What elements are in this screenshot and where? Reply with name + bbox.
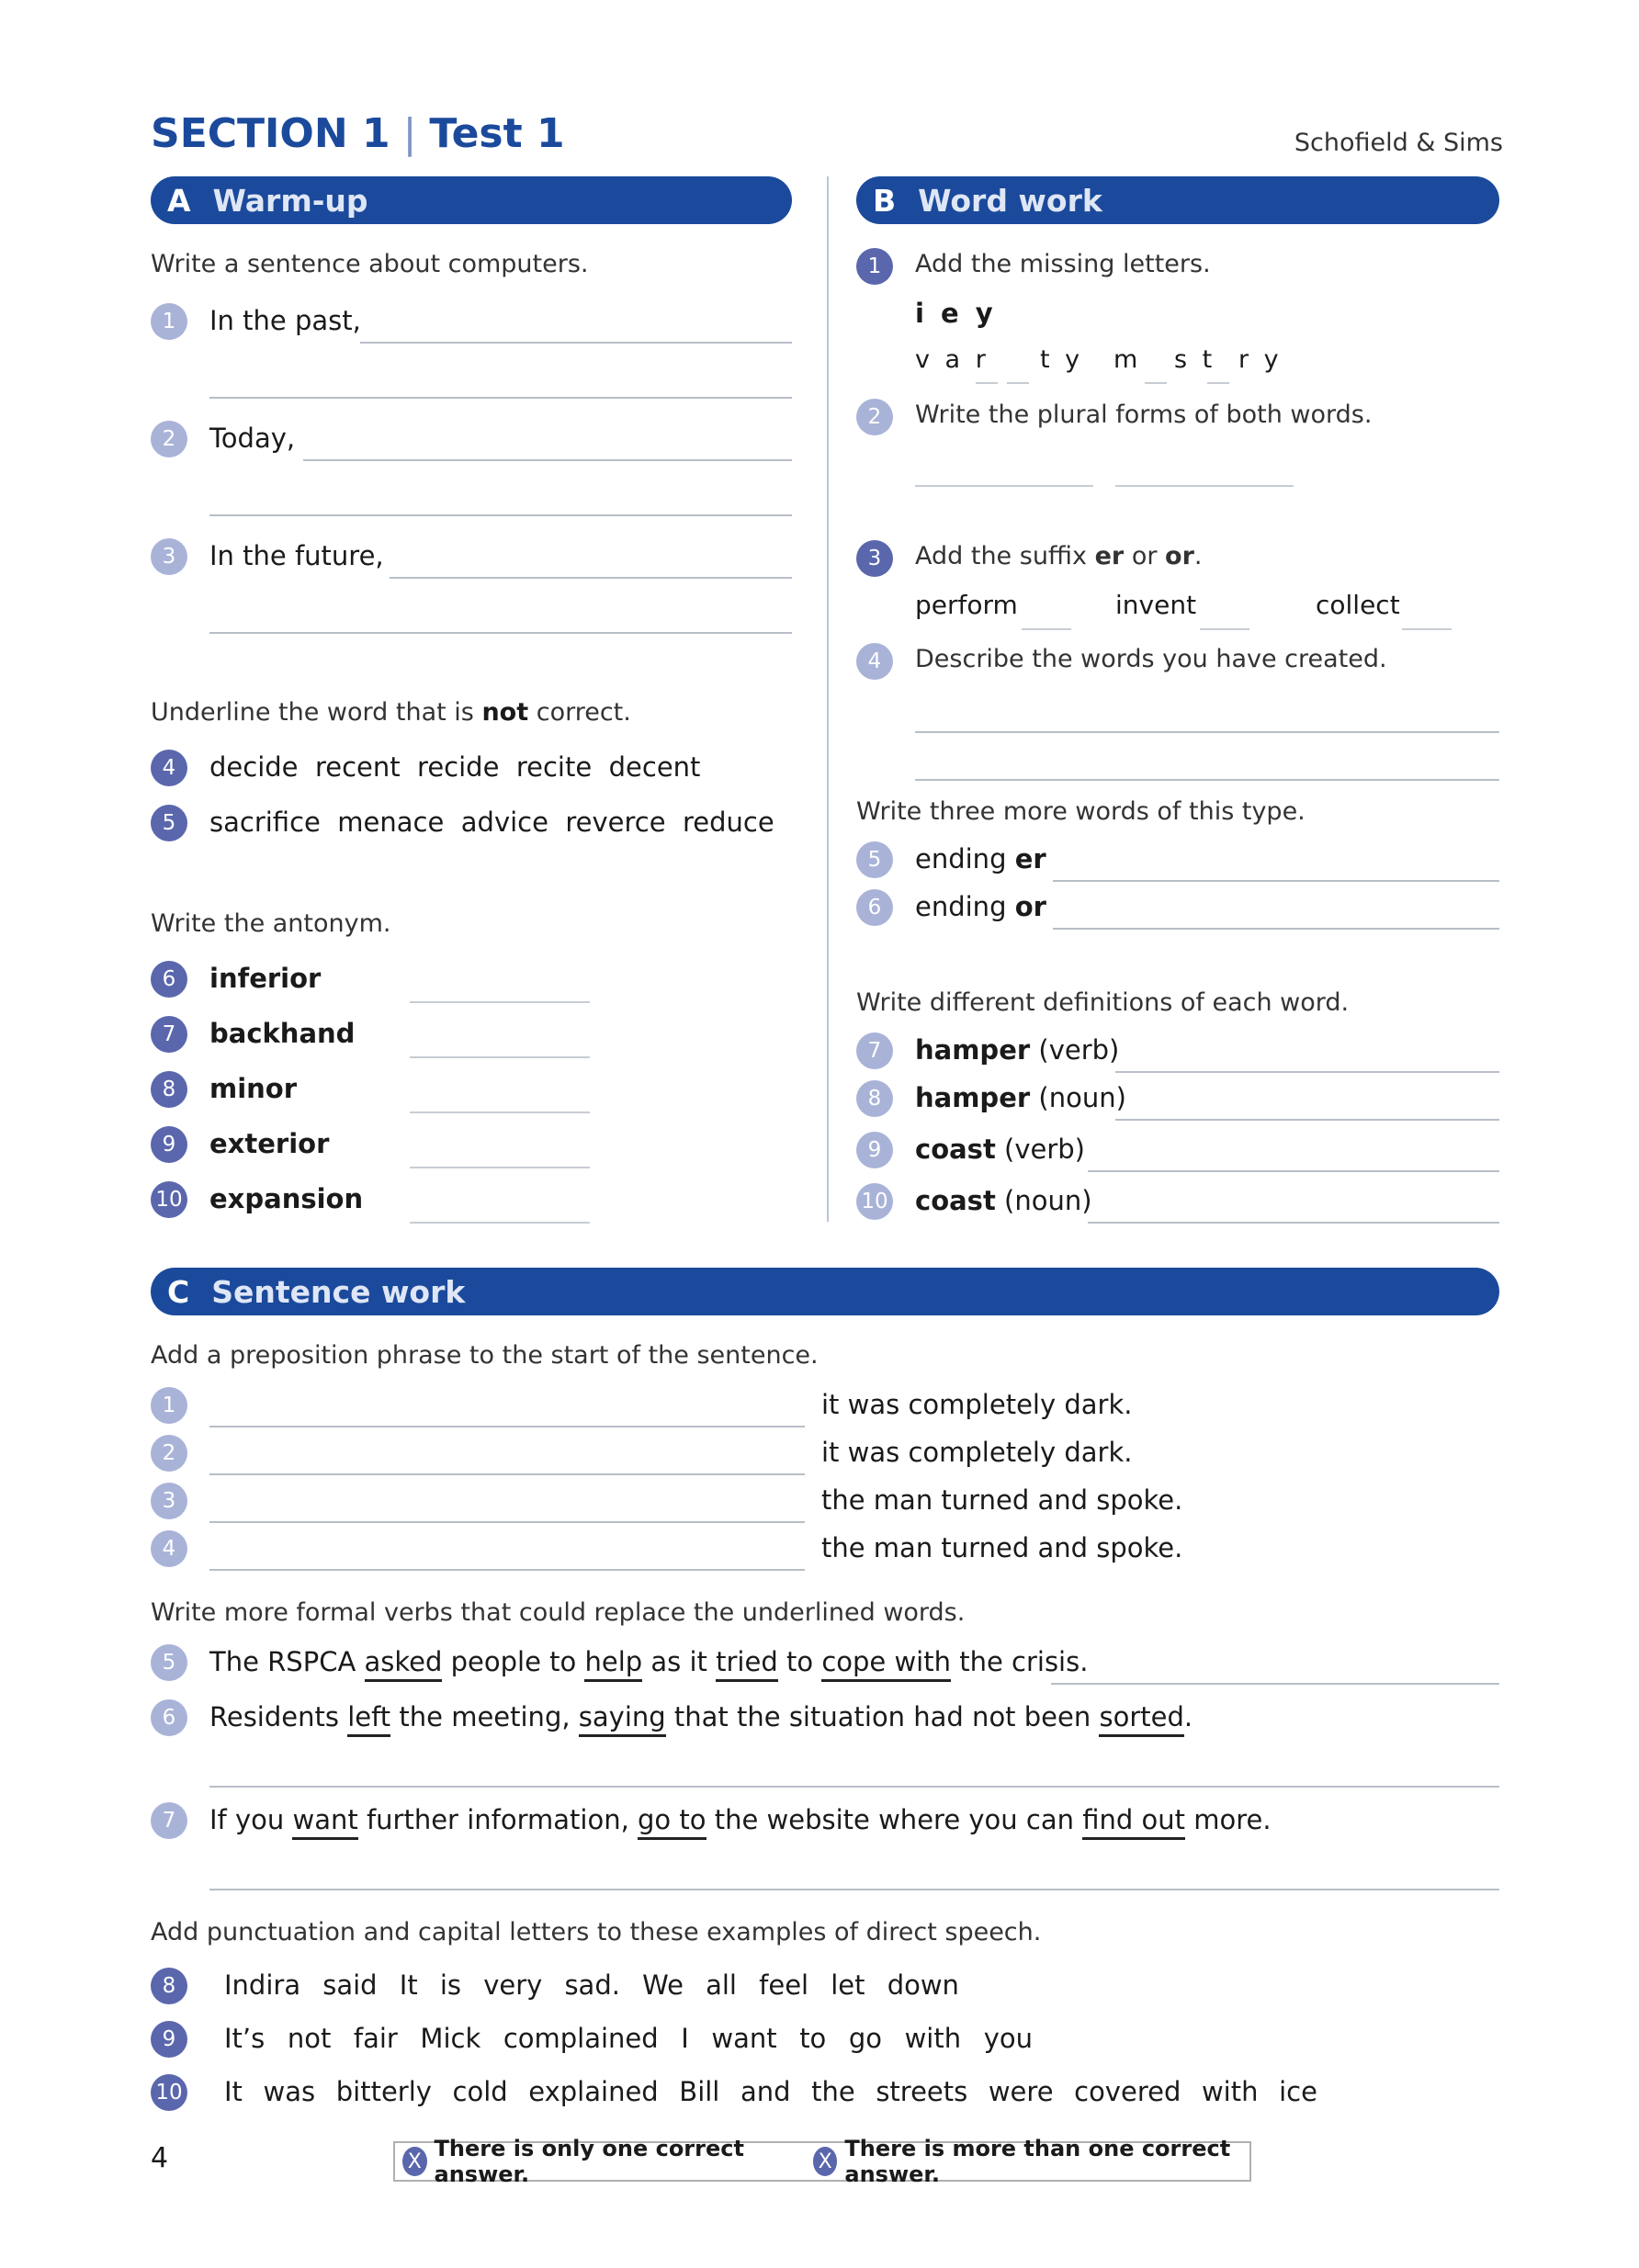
title-separator: | xyxy=(402,110,417,157)
b-q1-blank-1[interactable] xyxy=(976,382,998,384)
a-question-number-9: 9 xyxy=(151,1126,187,1163)
c-question-number-9: 9 xyxy=(151,2021,187,2058)
c-question-number-5: 5 xyxy=(151,1644,187,1681)
speech-word: sad. xyxy=(564,1969,620,2001)
c-q8-speech[interactable] xyxy=(224,1969,959,2001)
a-q4-words[interactable]: decide recent recide recite decent xyxy=(209,751,701,783)
section-b-header xyxy=(856,176,1499,224)
a-question-number-2: 2 xyxy=(151,421,187,457)
b-q3-blank-1[interactable] xyxy=(1022,628,1071,630)
section-label: SECTION 1 xyxy=(151,110,390,157)
a-q3-answer-line-2[interactable] xyxy=(209,632,792,634)
b-question-number-8: 8 xyxy=(856,1080,893,1117)
b-q7-text xyxy=(915,1034,1119,1066)
single-answer-text: There is only one correct answer. xyxy=(434,2136,744,2187)
c-q5-part: people to xyxy=(442,1646,585,1677)
b-q5-bold: er xyxy=(1014,843,1046,874)
b-q2-answer-line-1[interactable] xyxy=(915,485,1093,487)
c-q5-answer-line[interactable] xyxy=(1051,1683,1499,1685)
column-divider xyxy=(827,176,829,1222)
speech-word: down xyxy=(887,1969,959,2001)
b-q7-answer-line[interactable] xyxy=(1115,1071,1499,1073)
b-q8-text xyxy=(915,1082,1126,1113)
b-q3-word-1: perform xyxy=(915,590,1018,620)
test-label: Test 1 xyxy=(429,110,565,157)
a-antonym-line-7[interactable] xyxy=(410,1056,590,1058)
a-q3-text: In the future, xyxy=(209,540,384,571)
b-q2-text: Write the plural forms of both words. xyxy=(915,401,1373,429)
c-q7-underlined-word: want xyxy=(292,1804,357,1840)
a-question-number-1: 1 xyxy=(151,303,187,340)
speech-word: ice xyxy=(1279,2076,1317,2107)
b-question-number-10: 10 xyxy=(856,1183,893,1220)
a-question-number-3: 3 xyxy=(151,538,187,575)
c-q3-answer-line[interactable] xyxy=(209,1521,805,1523)
c-q3-ending: the man turned and spoke. xyxy=(821,1484,1183,1516)
c-question-number-2: 2 xyxy=(151,1435,187,1472)
a-q2-text: Today, xyxy=(209,423,296,454)
b-q1-letter-bank: i e y xyxy=(915,298,997,329)
speech-word: with xyxy=(904,2023,962,2054)
section-a-header xyxy=(151,176,792,224)
single-answer-icon: X xyxy=(402,2147,427,2176)
b-question-number-7: 7 xyxy=(856,1032,893,1069)
b-q3-pre: Add the suffix xyxy=(915,542,1095,570)
b-q4-text: Describe the words you have created. xyxy=(915,645,1387,673)
c-question-number-8: 8 xyxy=(151,1968,187,2004)
c-question-number-4: 4 xyxy=(151,1530,187,1567)
c-q6-part: . xyxy=(1183,1701,1193,1732)
speech-word: to xyxy=(799,2023,827,2054)
speech-word: Bill xyxy=(679,2076,720,2107)
c-q9-speech[interactable] xyxy=(224,2023,1033,2054)
c-question-number-6: 6 xyxy=(151,1699,187,1736)
speech-word: very xyxy=(483,1969,543,2001)
b-q9-text xyxy=(915,1134,1085,1165)
speech-word: all xyxy=(706,1969,737,2001)
section-c-header xyxy=(151,1268,1499,1315)
c-q2-ending: it was completely dark. xyxy=(821,1437,1133,1468)
a-question-number-8: 8 xyxy=(151,1071,187,1108)
b-q3-post: . xyxy=(1193,542,1203,570)
b-q3-blank-3[interactable] xyxy=(1402,628,1452,630)
a-q1-answer-line-2[interactable] xyxy=(209,397,792,399)
multiple-answer-icon: X xyxy=(813,2147,838,2176)
section-b-letter: B xyxy=(873,182,897,219)
speech-word: go xyxy=(848,2023,883,2054)
speech-word: covered xyxy=(1074,2076,1181,2107)
b-q3-mid: or xyxy=(1124,542,1166,570)
c-q7-underlined-word: find out xyxy=(1082,1804,1185,1840)
b-q5-text xyxy=(915,843,1046,874)
a-instr2-post: correct. xyxy=(528,698,631,727)
speech-word: It xyxy=(224,2076,243,2107)
c-question-number-10: 10 xyxy=(151,2074,187,2111)
b-q3-word-2: invent xyxy=(1115,590,1197,620)
b-q10-answer-line[interactable] xyxy=(1088,1222,1499,1224)
section-a-letter: A xyxy=(167,182,191,219)
a-instr2-pre: Underline the word that is xyxy=(151,698,482,727)
b-q1-blank-4[interactable] xyxy=(1207,382,1229,384)
c-q6-underlined-word: sorted xyxy=(1099,1701,1183,1737)
multiple-answer-text: There is more than one correct answer. xyxy=(844,2136,1231,2187)
speech-word: explained xyxy=(528,2076,659,2107)
b-q3-text xyxy=(915,542,1203,570)
speech-word: was xyxy=(263,2076,316,2107)
c-q5-part: the crisis. xyxy=(951,1646,1089,1677)
speech-word: I xyxy=(681,2023,689,2054)
a-antonym-word-7: backhand xyxy=(209,1018,356,1049)
speech-word: Indira xyxy=(224,1969,301,2001)
a-antonym-line-9[interactable] xyxy=(410,1167,590,1168)
a-antonym-line-6[interactable] xyxy=(410,1001,590,1003)
b-question-number-1: 1 xyxy=(856,248,893,285)
b-q10-word: coast xyxy=(915,1185,996,1216)
b-q1-word2-mid: s t xyxy=(1174,345,1216,374)
page-title xyxy=(151,110,565,157)
a-antonym-word-8: minor xyxy=(209,1073,298,1104)
speech-word: and xyxy=(740,2076,791,2107)
c-instruction-1: Add a preposition phrase to the start of the sentence. xyxy=(151,1341,819,1370)
c-q5-underlined-word: tried xyxy=(716,1646,778,1682)
c-q7-part: the website where you can xyxy=(706,1804,1083,1835)
a-instruction-2 xyxy=(151,698,631,727)
c-q10-speech[interactable] xyxy=(224,2076,1317,2107)
b-q3-word-3: collect xyxy=(1316,590,1400,620)
b-q1-word2-end: r y xyxy=(1238,345,1283,374)
speech-word: let xyxy=(831,1969,865,2001)
b-q8-word: hamper xyxy=(915,1082,1031,1113)
b-q1-blank-3[interactable] xyxy=(1145,382,1167,384)
b-q8-answer-line[interactable] xyxy=(1115,1119,1499,1121)
b-q1-word2-start: m xyxy=(1113,345,1142,374)
c-q1-ending: it was completely dark. xyxy=(821,1389,1133,1420)
speech-word: Mick xyxy=(420,2023,481,2054)
a-question-number-6: 6 xyxy=(151,961,187,998)
c-q7-part: If you xyxy=(209,1804,293,1835)
b-q6-pre: ending xyxy=(915,891,1015,922)
b-q6-bold: or xyxy=(1014,891,1046,922)
b-q6-answer-line[interactable] xyxy=(1053,928,1499,930)
speech-word: is xyxy=(439,1969,462,2001)
a-q2-answer-line[interactable] xyxy=(303,459,792,461)
speech-word: cold xyxy=(452,2076,508,2107)
speech-word: It’s xyxy=(224,2023,266,2054)
section-b-title: Word work xyxy=(918,182,1102,219)
c-q4-ending: the man turned and spoke. xyxy=(821,1532,1183,1563)
c-question-number-3: 3 xyxy=(151,1483,187,1519)
a-q1-answer-line[interactable] xyxy=(360,342,792,344)
speech-word: want xyxy=(711,2023,777,2054)
c-q5-underlined-word: cope with xyxy=(821,1646,951,1682)
c-q5-part: to xyxy=(777,1646,822,1677)
b-q3-blank-2[interactable] xyxy=(1200,628,1249,630)
c-instruction-3: Add punctuation and capital letters to these examples of direct speech. xyxy=(151,1918,1042,1946)
section-a-title: Warm-up xyxy=(212,182,368,219)
a-antonym-word-10: expansion xyxy=(209,1183,364,1214)
b-q1-blank-2[interactable] xyxy=(1007,382,1029,384)
c-q7-part: further information, xyxy=(357,1804,639,1835)
a-question-number-4: 4 xyxy=(151,750,187,786)
page-number: 4 xyxy=(151,2142,169,2174)
a-question-number-7: 7 xyxy=(151,1016,187,1053)
speech-word: bitterly xyxy=(335,2076,432,2107)
c-q1-answer-line[interactable] xyxy=(209,1426,805,1427)
a-question-number-10: 10 xyxy=(151,1181,187,1218)
c-q5-underlined-word: asked xyxy=(365,1646,443,1682)
section-c-title: Sentence work xyxy=(211,1273,466,1310)
b-q3-or: or xyxy=(1165,542,1194,570)
a-instruction-1: Write a sentence about computers. xyxy=(151,250,589,278)
b-q7-type: (verb) xyxy=(1030,1034,1120,1066)
c-q7-part: more. xyxy=(1184,1804,1272,1835)
c-q6-part: the meeting, xyxy=(390,1701,579,1732)
a-q5-words[interactable]: sacrifice menace advice reverce reduce xyxy=(209,807,774,838)
c-q6-underlined-word: saying xyxy=(579,1701,666,1737)
b-question-number-2: 2 xyxy=(856,399,893,435)
section-c-letter: C xyxy=(167,1273,190,1310)
b-q1-text: Add the missing letters. xyxy=(915,250,1211,278)
b-question-number-5: 5 xyxy=(856,841,893,878)
b-question-number-3: 3 xyxy=(856,540,893,577)
a-question-number-5: 5 xyxy=(151,805,187,841)
b-q10-text xyxy=(915,1185,1092,1216)
b-question-number-9: 9 xyxy=(856,1132,893,1168)
b-instruction-3: Write different definitions of each word. xyxy=(856,988,1350,1017)
b-q8-type: (noun) xyxy=(1030,1082,1126,1113)
c-q7-sentence xyxy=(209,1804,1272,1835)
speech-word: streets xyxy=(876,2076,968,2107)
b-q1-word1-start: v a r xyxy=(915,345,989,374)
b-q4-answer-line-2[interactable] xyxy=(915,779,1499,781)
b-q9-type: (verb) xyxy=(995,1134,1085,1165)
b-q9-word: coast xyxy=(915,1134,996,1165)
b-instruction-2: Write three more words of this type. xyxy=(856,797,1306,826)
b-q10-type: (noun) xyxy=(995,1185,1092,1216)
c-question-number-7: 7 xyxy=(151,1802,187,1839)
c-q7-answer-line[interactable] xyxy=(209,1889,1499,1890)
speech-word: We xyxy=(642,1969,684,2001)
c-q6-sentence xyxy=(209,1701,1193,1732)
c-q6-part: that the situation had not been xyxy=(665,1701,1100,1732)
c-q5-underlined-word: help xyxy=(584,1646,642,1682)
answer-key-legend xyxy=(393,2136,1251,2187)
a-antonym-word-6: inferior xyxy=(209,963,322,994)
a-antonym-word-9: exterior xyxy=(209,1128,330,1159)
speech-word: feel xyxy=(759,1969,809,2001)
c-q5-part: The RSPCA xyxy=(209,1646,365,1677)
c-instruction-2: Write more formal verbs that could replace the underlined words. xyxy=(151,1598,966,1627)
a-instr2-bold: not xyxy=(481,698,529,727)
a-antonym-line-8[interactable] xyxy=(410,1111,590,1113)
a-q2-answer-line-2[interactable] xyxy=(209,514,792,516)
a-q3-answer-line[interactable] xyxy=(390,577,792,579)
c-q2-answer-line[interactable] xyxy=(209,1473,805,1475)
speech-word: complained xyxy=(503,2023,659,2054)
c-q6-answer-line[interactable] xyxy=(209,1786,1499,1788)
speech-word: fair xyxy=(353,2023,398,2054)
publisher-name: Schofield & Sims xyxy=(1294,129,1503,157)
speech-word: the xyxy=(811,2076,855,2107)
a-instruction-3: Write the antonym. xyxy=(151,909,391,938)
c-q7-underlined-word: go to xyxy=(638,1804,706,1840)
a-q1-text: In the past, xyxy=(209,305,361,336)
c-q4-answer-line[interactable] xyxy=(209,1569,805,1571)
b-q5-answer-line[interactable] xyxy=(1053,880,1499,882)
b-q5-pre: ending xyxy=(915,843,1015,874)
speech-word: with xyxy=(1201,2076,1259,2107)
speech-word: you xyxy=(983,2023,1033,2054)
speech-word: It xyxy=(399,1969,418,2001)
c-q5-sentence xyxy=(209,1646,1088,1677)
b-question-number-4: 4 xyxy=(856,643,893,680)
b-question-number-6: 6 xyxy=(856,889,893,926)
b-q2-answer-line-2[interactable] xyxy=(1115,485,1294,487)
b-q1-word1-end: t y xyxy=(1040,345,1084,374)
b-q6-text xyxy=(915,891,1046,922)
b-q3-er: er xyxy=(1094,542,1125,570)
c-q5-part: as it xyxy=(642,1646,717,1677)
b-q9-answer-line[interactable] xyxy=(1088,1170,1499,1172)
b-q4-answer-line-1[interactable] xyxy=(915,731,1499,733)
speech-word: were xyxy=(988,2076,1054,2107)
c-question-number-1: 1 xyxy=(151,1387,187,1424)
c-q6-underlined-word: left xyxy=(347,1701,390,1737)
speech-word: said xyxy=(322,1969,378,2001)
b-q7-word: hamper xyxy=(915,1034,1031,1066)
c-q6-part: Residents xyxy=(209,1701,348,1732)
a-antonym-line-10[interactable] xyxy=(410,1222,590,1224)
speech-word: not xyxy=(287,2023,332,2054)
